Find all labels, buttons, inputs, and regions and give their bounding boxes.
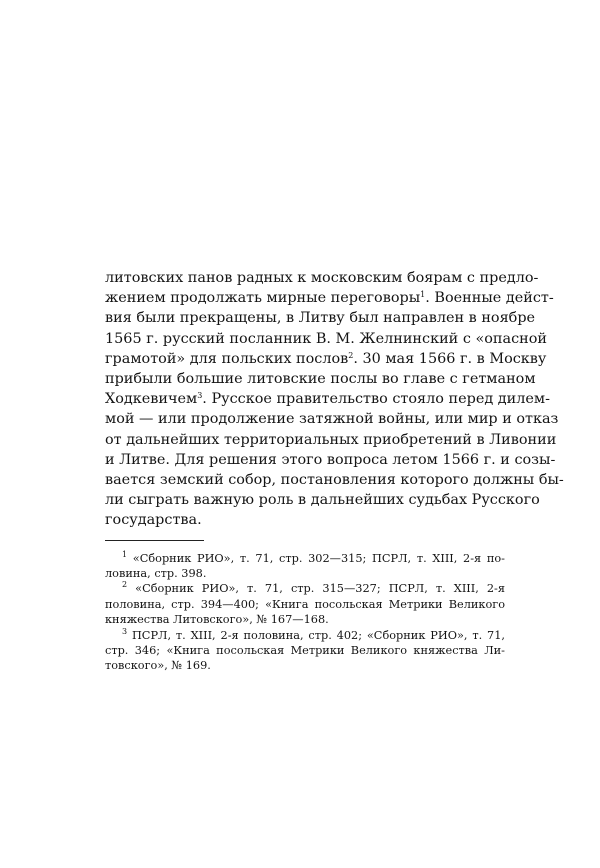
text-line-content: литовских панов радных к московским боярам с предло- bbox=[105, 270, 539, 286]
text-line-content: грамотой» для польских послов bbox=[105, 350, 349, 367]
footnote-reference[interactable]: 2 bbox=[348, 350, 354, 360]
text-line bbox=[105, 450, 556, 470]
text-line bbox=[105, 288, 554, 308]
main-text bbox=[105, 268, 564, 531]
footnote-line bbox=[105, 612, 505, 627]
text-line-content: . Военные дейст- bbox=[425, 290, 554, 307]
footnote-text: ловина, стр. 398. bbox=[105, 567, 207, 581]
footnote-marker: 3 bbox=[122, 626, 128, 636]
text-line-content: . Русское правительство стояло перед дилем- bbox=[202, 391, 550, 408]
text-line-content: . 30 мая 1566 г. в Москву bbox=[353, 350, 547, 367]
text-line-content: Ходкевичем bbox=[105, 391, 198, 408]
text-line-content: прибыли большие литовские послы во главе с гетманом bbox=[105, 371, 536, 388]
footnote-text: половина, стр. 394—400; «Книга посольская Метрики Великого bbox=[105, 597, 505, 611]
text-line bbox=[105, 470, 564, 490]
footnote-line bbox=[105, 643, 505, 658]
text-line-content: жением продолжать мирные переговоры bbox=[105, 290, 421, 307]
footnote-marker: 1 bbox=[122, 549, 128, 559]
text-line bbox=[105, 490, 540, 510]
text-line-content: мой — или продолжение затяжной войны, или мир и отказ bbox=[105, 411, 559, 428]
text-line-content: и Литве. Для решения этого вопроса летом 1566 г. и созы- bbox=[105, 451, 556, 468]
footnote-text: княжества Литовского», № 167—168. bbox=[105, 613, 329, 627]
footnote-line bbox=[105, 551, 505, 566]
text-line bbox=[105, 430, 557, 450]
footnote-line bbox=[105, 597, 505, 612]
footnote-divider bbox=[105, 540, 204, 541]
footnote-text: ПСРЛ, т. XIII, 2-я половина, стр. 402; «Сборник РИО», т. 71, bbox=[131, 628, 505, 642]
footnote-line bbox=[105, 628, 505, 643]
text-line bbox=[105, 510, 505, 530]
text-line-content: 1565 г. русский посланник В. М. Желнинский с «опасной bbox=[105, 330, 548, 347]
page bbox=[105, 268, 564, 674]
text-line-content: вия были прекращены, в Литву был направлен в ноябре bbox=[105, 310, 536, 327]
text-line bbox=[105, 389, 550, 409]
footnote-reference[interactable]: 3 bbox=[197, 391, 203, 401]
footnote-text: «Сборник РИО», т. 71, стр. 302—315; ПСРЛ, т. XIII, 2-я по- bbox=[132, 551, 505, 565]
footnote-text: товского», № 169. bbox=[105, 659, 211, 673]
text-line-content: государства. bbox=[105, 512, 202, 529]
text-line bbox=[105, 369, 536, 389]
text-line-content: вается земский собор, постановления которого должны бы- bbox=[105, 472, 564, 489]
text-line bbox=[105, 349, 547, 369]
footnote-line bbox=[105, 566, 505, 581]
text-line bbox=[105, 308, 536, 328]
footnote-line bbox=[105, 658, 505, 673]
text-line-content: ли сыграть важную роль в дальнейших судьбах Русского bbox=[105, 492, 540, 509]
text-line bbox=[105, 329, 548, 349]
footnote-line bbox=[105, 581, 505, 596]
footnotes bbox=[105, 551, 505, 674]
footnote-reference[interactable]: 1 bbox=[420, 290, 426, 300]
text-line bbox=[105, 409, 559, 429]
text-line-content: от дальнейших территориальных приобретений в Ливонии bbox=[105, 431, 557, 448]
footnote-text: стр. 346; «Книга посольская Метрики Великого княжества Ли- bbox=[105, 644, 505, 658]
footnote-text: «Сборник РИО», т. 71, стр. 315—327; ПСРЛ, т. XIII, 2-я bbox=[135, 582, 506, 596]
footnote-marker: 2 bbox=[122, 580, 128, 590]
text-line bbox=[105, 268, 539, 288]
